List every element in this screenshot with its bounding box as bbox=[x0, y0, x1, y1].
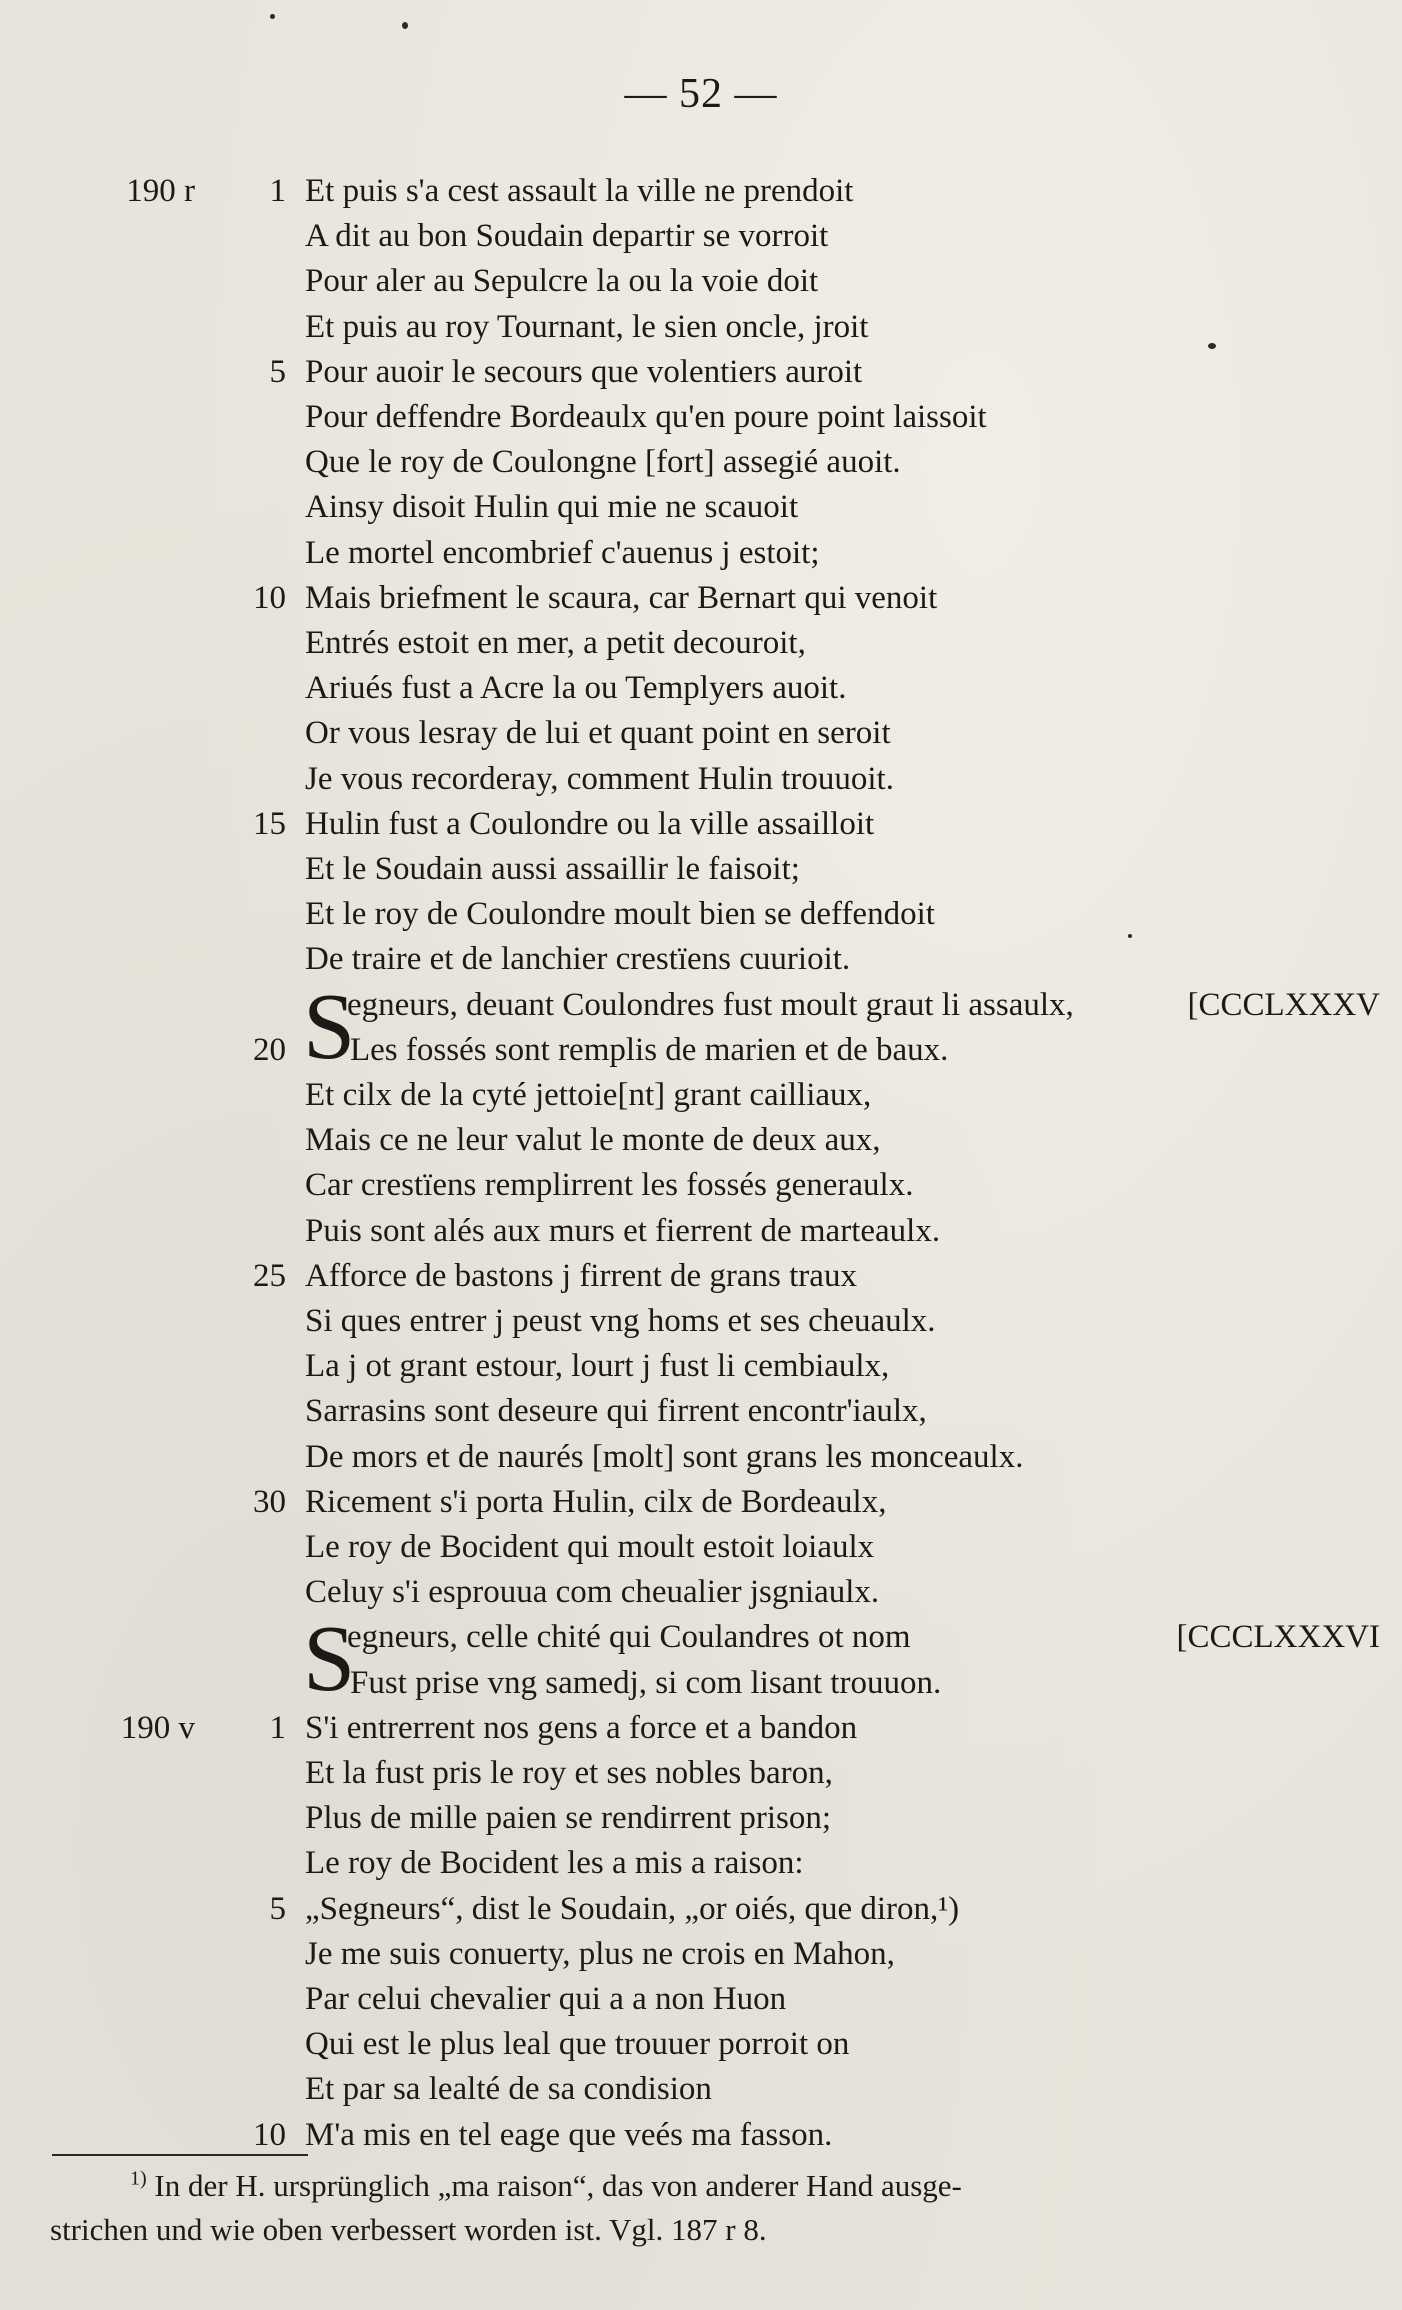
verse-text-line: Pour deffendre Bordeaulx qu'en poure point laissoit bbox=[305, 399, 987, 435]
verse-line bbox=[0, 664, 1402, 712]
folio-reference: 190 r bbox=[126, 173, 195, 209]
verse-line bbox=[0, 167, 1402, 215]
verse-text-line: Celuy s'i esprouua com cheualier jsgniaulx. bbox=[305, 1574, 880, 1611]
verse-line bbox=[0, 2065, 1402, 2113]
verse-text-line: De traire et de lanchier crestïens cuurioit. bbox=[305, 941, 851, 978]
footnote-text: In der H. ursprünglich „ma raison“, das von anderer Hand ausge- bbox=[154, 2168, 962, 2203]
verse-text-line: Puis sont alés aux murs et fierrent de marteaulx. bbox=[305, 1212, 941, 1249]
verse-line bbox=[0, 348, 1402, 396]
verse-text-line: Et le roy de Coulondre moult bien se deffendoit bbox=[305, 896, 935, 933]
verse-line bbox=[0, 1342, 1402, 1390]
verse-text-line: Je vous recorderay, comment Hulin trouuoit. bbox=[305, 760, 894, 797]
verse-text-line: Et cilx de la cyté jettoie[nt] grant cailliaux, bbox=[305, 1077, 872, 1113]
verse-text-line: Ainsy disoit Hulin qui mie ne scauoit bbox=[305, 489, 799, 526]
footnote-line bbox=[130, 2164, 1402, 2208]
verse-text-line: Je me suis conuerty, plus ne crois en Mahon, bbox=[305, 1935, 895, 1972]
drop-cap: S bbox=[303, 1607, 356, 1712]
verse-text-line: Et la fust pris le roy et ses nobles baron, bbox=[305, 1755, 833, 1791]
verse-text-line: Si ques entrer j peust vng homs et ses cheuaulx. bbox=[305, 1303, 936, 1339]
line-number: 25 bbox=[253, 1257, 286, 1294]
verse-text-line: Le mortel encombrief c'auenus j estoit; bbox=[305, 534, 820, 571]
verse-line bbox=[0, 935, 1402, 983]
verse-text-line: Afforce de bastons j firrent de grans traux bbox=[305, 1257, 857, 1294]
verse-text-line: Que le roy de Coulongne [fort] assegié auoit. bbox=[305, 444, 901, 481]
line-number: 10 bbox=[253, 2116, 286, 2153]
verse-text-line: Ariués fust a Acre la ou Templyers auoit. bbox=[305, 670, 847, 707]
verse-line bbox=[0, 709, 1402, 757]
verse-text-line: Plus de mille paien se rendirrent prison; bbox=[305, 1800, 832, 1837]
verse-text-line: Qui est le plus leal que trouuer porroit on bbox=[305, 2026, 850, 2063]
page-number: — 52 — bbox=[624, 71, 778, 117]
verse-line bbox=[0, 1930, 1402, 1978]
verse-line bbox=[0, 1161, 1402, 1209]
footnote-divider bbox=[52, 2154, 308, 2156]
verse-line bbox=[0, 1885, 1402, 1933]
stanza-number: [CCCLXXXVI bbox=[1176, 1619, 1380, 1656]
verse-text-line: S'i entrerrent nos gens a force et a bandon bbox=[305, 1709, 858, 1746]
verse-line bbox=[0, 393, 1402, 441]
verse-line bbox=[0, 438, 1402, 486]
verse-text-line: Et le Soudain aussi assaillir le faisoit; bbox=[305, 851, 800, 887]
line-number: 1 bbox=[269, 173, 286, 209]
verse-text-line: Ricement s'i porta Hulin, cilx de Bordeaulx, bbox=[305, 1483, 887, 1520]
footnote-marker: 1) bbox=[130, 2167, 147, 2190]
verse-text-line: Pour auoir le secours que volentiers auroit bbox=[305, 353, 863, 390]
line-number: 10 bbox=[253, 579, 286, 616]
verse-line bbox=[0, 1116, 1402, 1164]
verse-line bbox=[0, 257, 1402, 305]
verse-line bbox=[0, 303, 1402, 351]
verse-text-line: egneurs, deuant Coulondres fust moult graut li assaulx, bbox=[347, 986, 1074, 1023]
verse-text-line: Fust prise vng samedj, si com lisant trouuon. bbox=[350, 1664, 942, 1701]
line-number: 5 bbox=[269, 1890, 286, 1927]
verse-text-line: Par celui chevalier qui a a non Huon bbox=[305, 1981, 787, 2017]
verse-line bbox=[0, 574, 1402, 622]
verse-text-line: Le roy de Bocident qui moult estoit loiaulx bbox=[305, 1529, 875, 1565]
verse-line bbox=[0, 800, 1402, 848]
verse-line bbox=[0, 1839, 1402, 1887]
verse-line bbox=[0, 2111, 1402, 2159]
verse-line bbox=[0, 1523, 1402, 1571]
verse-text-line: Car crestïens remplirrent les fossés generaulx. bbox=[305, 1167, 914, 1204]
verse-line bbox=[0, 1252, 1402, 1300]
verse-text-line: Et puis au roy Tournant, le sien oncle, jroit bbox=[305, 308, 869, 345]
verse-line bbox=[0, 1659, 1402, 1707]
verse-text-line: Hulin fust a Coulondre ou la ville assailloit bbox=[305, 805, 875, 842]
verse-text-line: Mais briefment le scaura, car Bernart qui venoit bbox=[305, 579, 938, 616]
verse-text-line: Pour aler au Sepulcre la ou la voie doit bbox=[305, 263, 819, 300]
line-number: 30 bbox=[253, 1483, 286, 1520]
verse-line bbox=[0, 1704, 1402, 1752]
verse-line bbox=[0, 1297, 1402, 1345]
verse-line bbox=[0, 212, 1402, 260]
line-number: 20 bbox=[253, 1031, 286, 1068]
verse-line bbox=[0, 845, 1402, 893]
verse-line bbox=[0, 483, 1402, 531]
verse-text-line: Et puis s'a cest assault la ville ne prendoit bbox=[305, 173, 854, 209]
footnote-line: strichen und wie oben verbessert worden ist. Vgl. 187 r 8. bbox=[50, 2212, 767, 2247]
verse-text-line: Entrés estoit en mer, a petit decouroit, bbox=[305, 625, 806, 661]
verse-text-line: Or vous lesray de lui et quant point en seroit bbox=[305, 715, 891, 752]
verse-line bbox=[0, 1071, 1402, 1119]
verse-line bbox=[0, 1433, 1402, 1481]
verse-text-line: Et par sa lealté de sa condision bbox=[305, 2071, 712, 2108]
verse-line bbox=[0, 1478, 1402, 1526]
drop-cap: S bbox=[303, 974, 356, 1079]
verse-text-line: Le roy de Bocident les a mis a raison: bbox=[305, 1845, 804, 1882]
folio-reference: 190 v bbox=[120, 1709, 195, 1746]
ink-speck bbox=[402, 22, 408, 29]
verse-line bbox=[0, 1026, 1402, 1074]
verse-text-line: La j ot grant estour, lourt j fust li cembiaulx, bbox=[305, 1348, 890, 1385]
verse-line bbox=[0, 529, 1402, 577]
verse-text-line: Mais ce ne leur valut le monte de deux aux, bbox=[305, 1122, 881, 1159]
verse-text-line: Sarrasins sont deseure qui firrent encontr'iaulx, bbox=[305, 1393, 927, 1430]
verse-text-line: egneurs, celle chité qui Coulandres ot nom bbox=[347, 1619, 911, 1656]
verse-text-line: Les fossés sont remplis de marien et de baux. bbox=[350, 1031, 949, 1068]
verse-line bbox=[0, 1749, 1402, 1797]
ink-speck bbox=[270, 14, 275, 19]
line-number: 15 bbox=[253, 805, 286, 842]
stanza-number: [CCCLXXXV bbox=[1187, 986, 1380, 1023]
verse-line bbox=[0, 1207, 1402, 1255]
verse-line bbox=[0, 890, 1402, 938]
verse-line bbox=[0, 1975, 1402, 2023]
verse-line bbox=[0, 1568, 1402, 1616]
line-number: 5 bbox=[269, 353, 286, 390]
verse-text-line: „Segneurs“, dist le Soudain, „or oiés, que diron,¹) bbox=[305, 1890, 960, 1927]
verse-line bbox=[0, 1387, 1402, 1435]
verse-line bbox=[0, 1794, 1402, 1842]
verse-text-line: M'a mis en tel eage que veés ma fasson. bbox=[305, 2116, 833, 2153]
verse-line bbox=[0, 755, 1402, 803]
line-number: 1 bbox=[269, 1709, 286, 1746]
verse-line bbox=[0, 619, 1402, 667]
verse-text-line: A dit au bon Soudain departir se vorroit bbox=[305, 218, 829, 255]
verse-text-line: De mors et de naurés [molt] sont grans les monceaulx. bbox=[305, 1438, 1024, 1475]
verse-line bbox=[0, 2020, 1402, 2068]
